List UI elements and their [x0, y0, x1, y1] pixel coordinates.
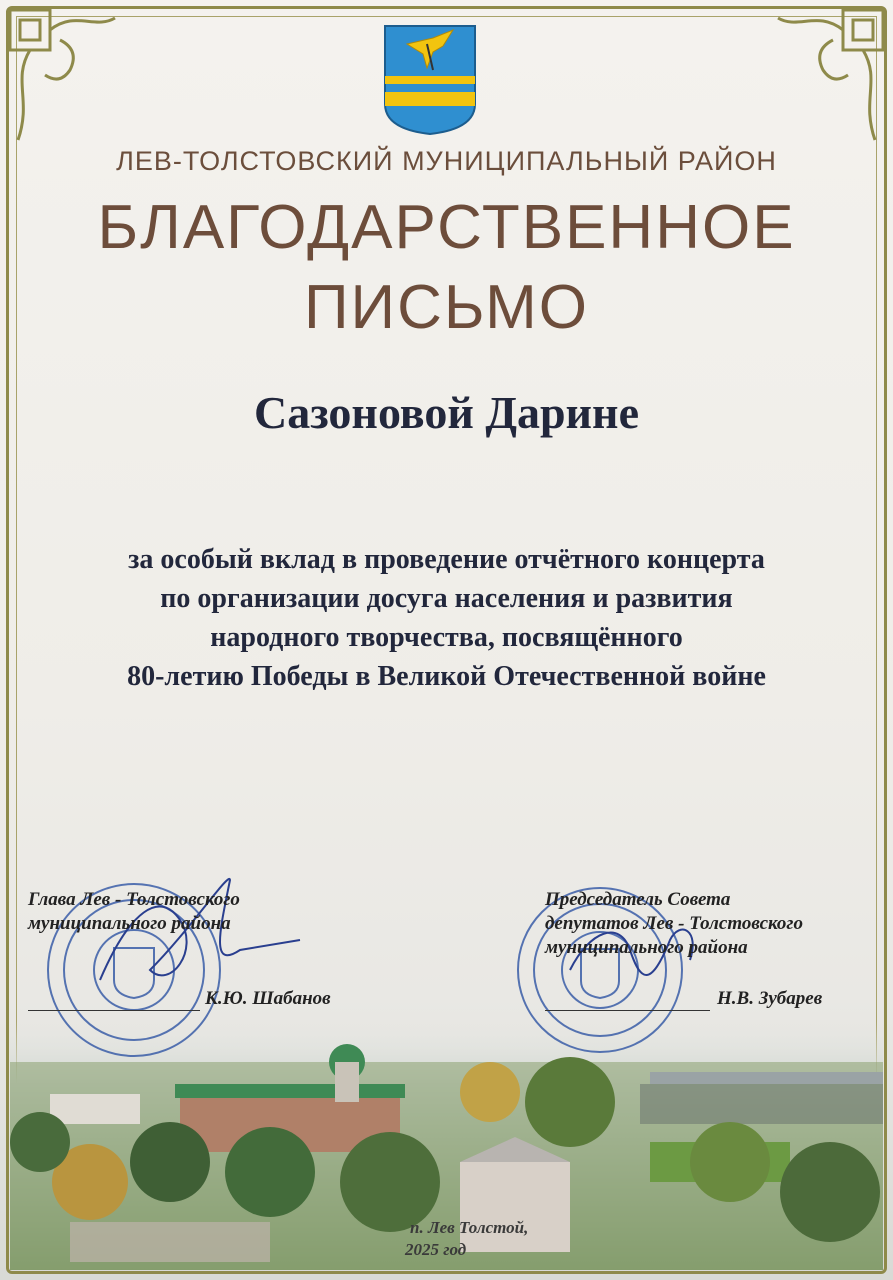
- left-title-line: Глава Лев - Толстовского: [28, 889, 240, 910]
- corner-ornament-icon: [773, 0, 893, 150]
- place-label: п. Лев Толстой,: [410, 1218, 529, 1237]
- right-signatory-title: [545, 888, 803, 960]
- left-title-line: муниципального района: [28, 913, 231, 934]
- corner-ornament-icon: [0, 0, 120, 150]
- citation-line: за особый вклад в проведение отчётного концерта: [128, 544, 765, 575]
- citation-line: 80-летию Победы в Великой Отечественной войне: [127, 661, 766, 692]
- citation-text: [30, 540, 863, 696]
- right-title-line: Председатель Совета: [545, 889, 731, 910]
- left-signatory-title: [28, 888, 240, 936]
- signature-line: [545, 1010, 710, 1011]
- year-label: 2025 год: [405, 1240, 467, 1259]
- document-title: БЛАГОДАРСТВЕННОЕ: [97, 193, 796, 262]
- right-signatory-name: Н.В. Зубарев: [717, 988, 823, 1009]
- citation-line: народного творчества, посвящённого: [210, 622, 683, 653]
- recipient-name: Сазоновой Дарине: [254, 387, 639, 438]
- citation-line: по организации досуга населения и развития: [160, 583, 733, 614]
- region-heading: ЛЕВ-ТОЛСТОВСКИЙ МУНИЦИПАЛЬНЫЙ РАЙОН: [116, 146, 777, 176]
- right-title-line: муниципального района: [545, 937, 748, 958]
- document-title-line2: ПИСЬМО: [303, 273, 590, 342]
- signature-line: [28, 1010, 200, 1011]
- coat-of-arms-icon: [383, 24, 477, 136]
- left-signatory-name: К.Ю. Шабанов: [205, 988, 331, 1009]
- right-title-line: депутатов Лев - Толстовского: [545, 913, 803, 934]
